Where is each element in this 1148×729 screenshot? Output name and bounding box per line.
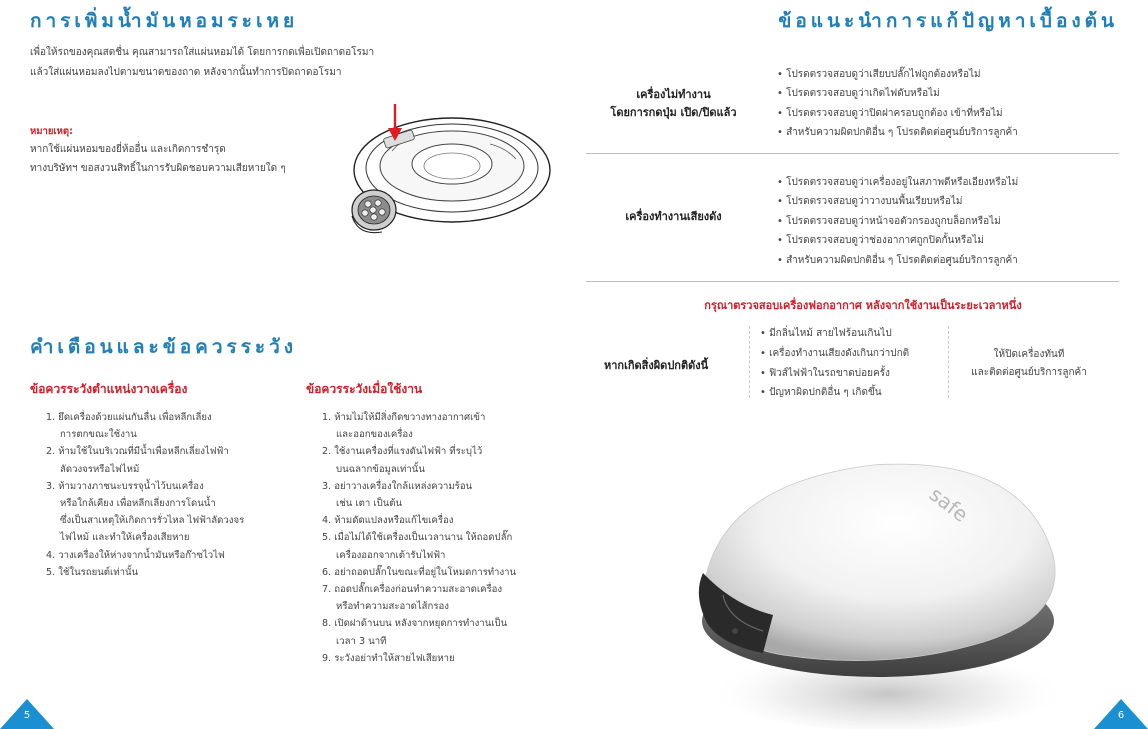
list-item: 2. ห้ามใช้ในบริเวณที่มีน้ำเพื่อหลีกเลี่ยงไฟฟ้า ลัดวงจรหรือไฟไหม้	[46, 446, 229, 475]
list-item: 5. ใช้ในรถยนต์เท่านั้น	[46, 566, 139, 578]
page-number-tab	[1094, 699, 1148, 729]
divider	[749, 326, 750, 398]
usage-list	[322, 409, 516, 667]
arrow-down-icon	[386, 104, 404, 142]
list-item: 8. เปิดฝาด้านบน หลังจากหยุดการทำงานเป็น เวลา 3 นาที	[322, 618, 508, 647]
list-item: 3. ห้ามวางภาชนะบรรจุน้ำไว้บนเครื่อง หรือใกล้เคียง เพื่อหลีกเลี่ยงการโดนน้ำ ซึ่งเป็นสาเหตุให้เกิดการรั่วไหล ไฟฟ้าลัดวงจร ไฟไหม้ และทำให้เครื่องเสียหาย	[46, 480, 245, 544]
list-item: • เครื่องทำงานเสียงดังเกินกว่าปกติ	[760, 347, 910, 359]
list-item: • โปรดตรวจสอบดูว่าหน้าจอตัวกรองถูกบล็อกหรือไม่	[777, 215, 1001, 227]
list-item: • โปรดตรวจสอบดูว่าเครื่องอยู่ในสภาพดีหรือเอียงหรือไม่	[777, 177, 1019, 188]
list-item: 5. เมื่อไม่ได้ใช้เครื่องเป็นเวลานาน ให้ถอดปลั๊ก เครื่องออกจากเต้ารับไฟฟ้า	[322, 532, 513, 561]
list-item: 9. ระวังอย่าทำให้สายไฟเสียหาย	[322, 652, 455, 664]
abnormal-action: ให้ปิดเครื่องทันที และติดต่อศูนย์บริการลูกค้า	[971, 349, 1087, 378]
list-item: 1. ยึดเครื่องด้วยแผ่นกันลื่น เพื่อหลีกเลี่ยง การตกขณะใช้งาน	[46, 412, 212, 441]
list-item: • ฟิวส์ไฟฟ้าในรถขาดบ่อยครั้ง	[760, 367, 890, 379]
abnormal-list	[760, 324, 909, 403]
divider	[948, 326, 949, 398]
page-number-tab	[0, 699, 54, 729]
list-item: • ปัญหาผิดปกติอื่น ๆ เกิดขึ้น	[760, 387, 882, 399]
trouble-row-noise	[586, 168, 1119, 272]
list-item: 4. วางเครื่องให้ห่างจากน้ำมันหรือก๊าซไวไฟ	[46, 549, 225, 561]
trouble-row-power-label: เครื่องไม่ทำงาน โดยการกดปุ่ม เปิด/ปิดแล้ว	[610, 88, 737, 119]
scent-paragraph-line-1: เพื่อให้รถของคุณสดชื่น คุณสามารถใส่แผ่นหอมได้ โดยการกดเพื่อเปิดถาดอโรมา	[30, 47, 375, 58]
list-item: 1. ห้ามไม่ให้มีสิ่งกีดขวางทางอากาศเข้า และออกของเครื่อง	[322, 412, 486, 441]
divider	[586, 153, 1119, 154]
placement-list	[46, 409, 244, 581]
list-item: 7. ถอดปลั๊กเครื่องก่อนทำความสะอาดเครื่อง หรือทำความสะอาดไส้กรอง	[322, 584, 503, 613]
list-item: • สำหรับความผิดปกติอื่น ๆ โปรดติดต่อศูนย์บริการลูกค้า	[777, 127, 1018, 139]
page-number: 5	[23, 710, 31, 721]
list-item: • สำหรับความผิดปกติอื่น ๆ โปรดติดต่อศูนย์บริการลูกค้า	[777, 254, 1018, 266]
usage-title: ข้อควรระวังเมื่อใช้งาน	[306, 382, 423, 396]
trouble-row-power	[586, 62, 1119, 150]
list-item: 3. อย่าวางเครื่องใกล้แหล่งความร้อน เช่น เตา เป็นต้น	[322, 480, 473, 510]
note-line-1: หากใช้แผ่นหอมของยี่ห้ออื่น และเกิดการชำรุด	[30, 144, 226, 155]
list-item: 4. ห้ามดัดแปลงหรือแก้ไขเครื่อง	[322, 515, 454, 527]
page-number: 6	[1117, 710, 1125, 721]
placement-title: ข้อควรระวังตำแหน่งวางเครื่อง	[30, 382, 188, 396]
list-item: • โปรดตรวจสอบดูว่าเกิดไฟดับหรือไม่	[777, 88, 940, 100]
right-page	[578, 0, 1148, 729]
trouble-row-noise-items	[777, 173, 1018, 270]
list-item: • โปรดตรวจสอบดูว่าปิดฝาครอบถูกต้อง เข้าที่หรือไม่	[777, 107, 1003, 119]
list-item: • โปรดตรวจสอบดูว่าวางบนพื้นเรียบหรือไม่	[777, 196, 963, 208]
note-title: หมายเหตุ:	[30, 126, 73, 137]
divider	[586, 281, 1119, 282]
trouble-row-noise-label: เครื่องทำงานเสียงดัง	[625, 210, 722, 223]
note-line-2: ทางบริษัทฯ ขอสงวนสิทธิ์ในการรับผิดชอบความเสียหายใด ๆ	[30, 163, 286, 174]
aroma-tray-illustration	[340, 104, 560, 244]
list-item: • โปรดตรวจสอบดูว่าช่องอากาศถูกปิดกั้นหรือไม่	[777, 235, 984, 247]
brand-logo: safe	[924, 482, 973, 527]
list-item: 2. ใช้งานเครื่องที่แรงดันไฟฟ้า ที่ระบุไว้ บนฉลากข้อมูลเท่านั้น	[322, 446, 483, 475]
trouble-row-power-items	[777, 65, 1018, 143]
warning-title: คำเตือนและข้อควรระวัง	[30, 336, 298, 358]
troubleshoot-title: ข้อแนะนำการแก้ปัญหาเบื้องต้น	[778, 10, 1118, 32]
list-item: • มีกลิ่นไหม้ สายไฟร้อนเกินไป	[760, 328, 892, 339]
check-title: กรุณาตรวจสอบเครื่องฟอกอากาศ หลังจากใช้งานเป็นระยะเวลาหนึ่ง	[704, 299, 1022, 312]
abnormal-label: หากเกิดสิ่งผิดปกติดังนี้	[604, 359, 709, 372]
air-purifier-product-image	[673, 445, 1073, 729]
list-item: 6. อย่าถอดปลั๊กในขณะที่อยู่ในโหมดการทำงาน	[322, 566, 517, 578]
list-item: • โปรดตรวจสอบดูว่าเสียบปลั๊กไฟถูกต้องหรือไม่	[777, 69, 981, 80]
scent-paragraph-line-2: แล้วใส่แผ่นหอมลงไปตามขนาดของถาด หลังจากนั้นทำการปิดถาดอโรมา	[30, 67, 342, 78]
scent-title: การเพิ่มน้ำมันหอมระเหย	[30, 10, 299, 32]
